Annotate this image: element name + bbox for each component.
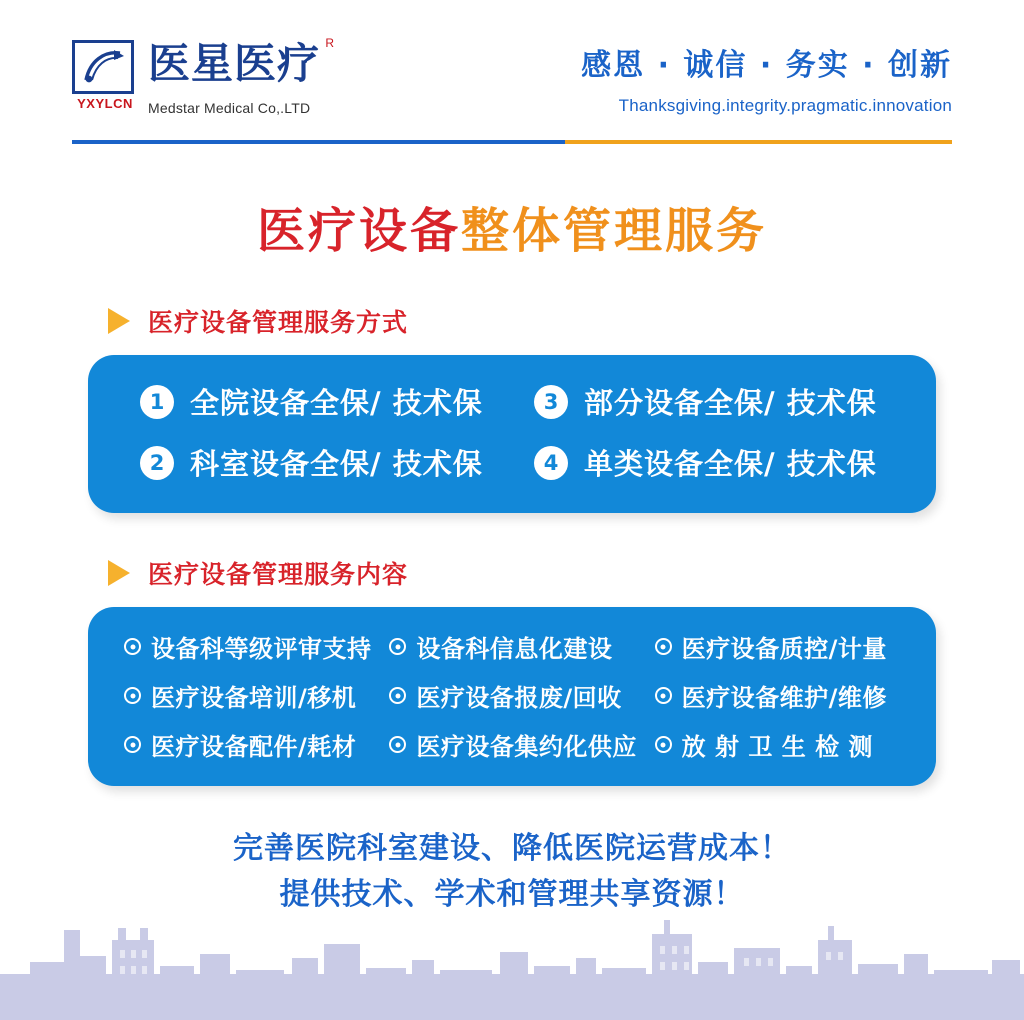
service-contents-panel	[88, 607, 936, 786]
method-label: 部分设备全保/ 技术保	[584, 386, 877, 420]
ring-bullet-icon	[124, 687, 141, 704]
list-item	[645, 678, 910, 713]
content-label: 医疗设备质控/计量	[681, 635, 887, 663]
registered-mark: R	[325, 36, 335, 50]
method-number: 1	[140, 385, 174, 419]
list-item	[114, 727, 379, 762]
list-item	[379, 629, 644, 664]
brand-slogan	[502, 40, 952, 116]
logo-pinyin-code: YXYLCN	[77, 96, 133, 111]
list-item	[114, 678, 379, 713]
method-number: 4	[534, 446, 568, 480]
list-item	[645, 629, 910, 664]
section-heading-label: 医疗设备管理服务方式	[148, 308, 409, 337]
content-label: 医疗设备维护/维修	[681, 684, 887, 712]
method-number: 3	[534, 385, 568, 419]
slogan-chinese: 感恩 · 诚信 · 务实 · 创新	[581, 48, 952, 83]
ring-bullet-icon	[124, 638, 141, 655]
divider-segment-orange	[565, 140, 952, 144]
content-label: 医疗设备培训/移机	[151, 684, 357, 712]
list-item	[512, 381, 906, 422]
content-label: 设备科等级评审支持	[151, 635, 372, 663]
list-item	[379, 678, 644, 713]
method-label: 全院设备全保/ 技术保	[190, 386, 483, 420]
content-label: 设备科信息化建设	[416, 635, 613, 663]
method-label: 科室设备全保/ 技术保	[190, 447, 483, 481]
content-label: 医疗设备配件/耗材	[151, 733, 357, 761]
ring-bullet-icon	[655, 736, 672, 753]
ring-bullet-icon	[655, 687, 672, 704]
ring-bullet-icon	[655, 638, 672, 655]
page-title-part-orange: 整体管理服务	[461, 203, 768, 259]
list-item	[114, 629, 379, 664]
city-skyline-decoration	[0, 870, 1024, 1020]
service-methods-panel	[88, 355, 936, 513]
ring-bullet-icon	[389, 736, 406, 753]
list-item	[118, 442, 512, 483]
ring-bullet-icon	[389, 638, 406, 655]
content-label: 医疗设备报废/回收	[416, 684, 622, 712]
content-label: 放 射 卫 生 检 测	[681, 733, 873, 761]
ring-bullet-icon	[124, 736, 141, 753]
footer-slogan-line-1: 完善医院科室建设、降低医院运营成本！	[233, 831, 791, 866]
triangle-bullet-icon	[108, 560, 130, 586]
list-item	[512, 442, 906, 483]
footer-slogan-line-2: 提供技术、学术和管理共享资源！	[279, 877, 745, 912]
divider-segment-blue	[72, 140, 565, 144]
medstar-logo-mark-icon	[72, 40, 134, 94]
list-item	[118, 381, 512, 422]
logo-swoosh-icon	[80, 47, 126, 87]
section-heading-label: 医疗设备管理服务内容	[148, 560, 409, 589]
logo-chinese-name: 医星医疗	[148, 39, 321, 88]
method-label: 单类设备全保/ 技术保	[584, 447, 877, 481]
method-number: 2	[140, 446, 174, 480]
page-header	[0, 0, 1024, 140]
page-title-part-red: 医疗设备	[256, 203, 461, 259]
content-label: 医疗设备集约化供应	[416, 733, 637, 761]
list-item	[645, 727, 910, 762]
list-item	[379, 727, 644, 762]
ring-bullet-icon	[389, 687, 406, 704]
header-divider	[72, 140, 952, 144]
slogan-english: Thanksgiving.integrity.pragmatic.innovation	[618, 96, 952, 115]
section-heading-service-methods	[108, 303, 1024, 339]
page-title	[0, 192, 1024, 261]
logo-english-name: Medstar Medical Co,.LTD	[148, 100, 311, 116]
section-heading-service-contents	[108, 555, 1024, 591]
triangle-bullet-icon	[108, 308, 130, 334]
